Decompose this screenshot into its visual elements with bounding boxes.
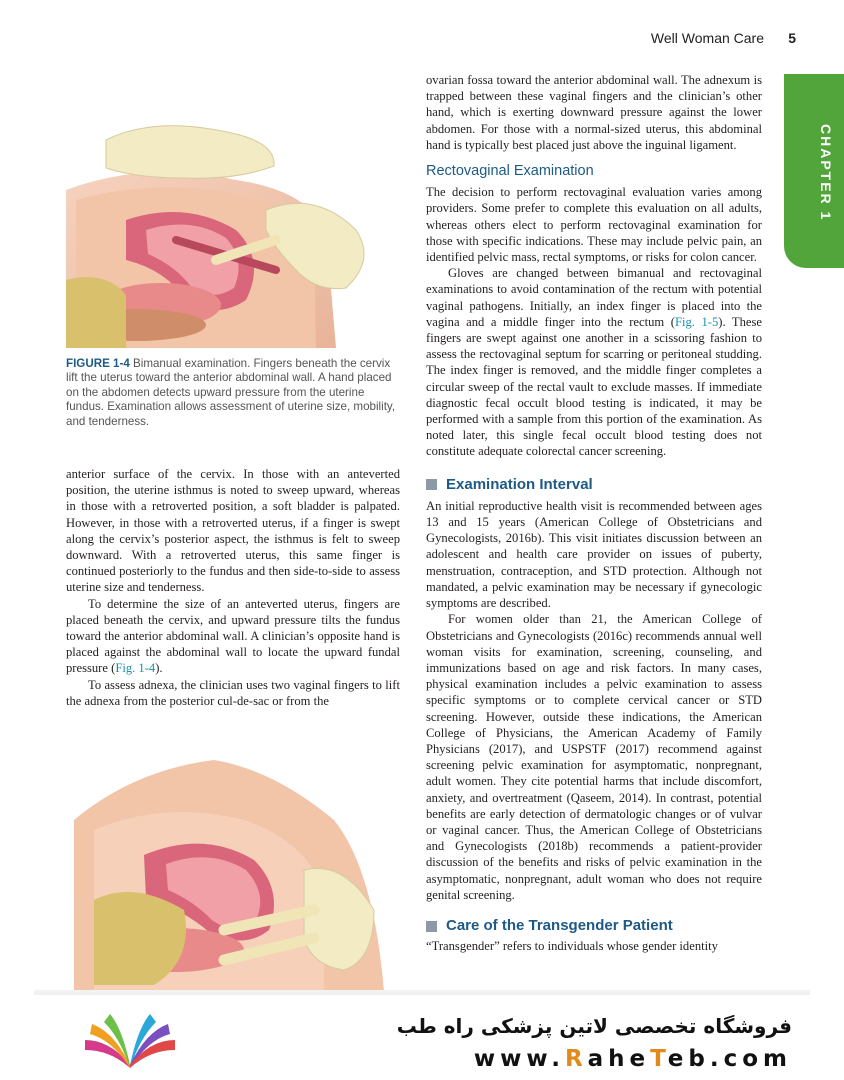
page-number: 5 — [788, 30, 796, 46]
section-heading-rectovaginal: Rectovaginal Examination — [426, 163, 594, 180]
figure-label: FIGURE 1-4 — [66, 357, 130, 370]
watermark-persian: فروشگاه تخصصی لاتین پزشکی راه طب — [396, 1014, 792, 1038]
text: ). — [155, 661, 163, 676]
paragraph: ovarian fossa toward the anterior abdominal wall. The adnexum is trapped between these vaginal fingers and the clinician’s other hand, which is exerting downward pressure against the lower abdomen. For those with a normal-sized uterus, this abdominal hand is typically best placed just above the inguinal ligament. — [426, 73, 762, 152]
figure-1-4-illustration — [66, 120, 400, 348]
heading-text: Examination Interval — [446, 475, 593, 493]
chapter-tab-label: CHAPTER 1 — [818, 124, 834, 222]
figure-caption-text: Bimanual examination. Fingers beneath the cervix lift the uterus toward the anterior abdominal wall. A hand placed on the abdomen detects upward pressure from the uterine fundus. Examination allows assessment of uterine size, mobility, and tenderness. — [66, 357, 396, 428]
left-column — [66, 466, 400, 709]
paragraph — [426, 265, 762, 459]
url-part: ahe — [587, 1046, 651, 1072]
figure-1-4-caption — [66, 357, 400, 429]
heading-bullet — [426, 921, 437, 932]
section-heading-transgender — [426, 918, 762, 934]
right-column — [426, 72, 762, 954]
section-heading-examination-interval — [426, 477, 762, 493]
paragraph: To assess adnexa, the clinician uses two vaginal fingers to lift the adnexa from the posterior cul-de-sac or from the — [66, 677, 400, 708]
book-logo-icon — [80, 1010, 180, 1070]
text: Gloves are changed between bimanual and rectovaginal examinations to avoid contamination of the rectum with potential vaginal pathogens. Initially, an index finger is placed into the vagina and a middle finger into the rectum ( — [426, 266, 762, 329]
figure-link[interactable]: Fig. 1-5 — [674, 314, 719, 329]
paragraph: “Transgender” refers to individuals whose gender identity — [426, 939, 718, 954]
paragraph: The decision to perform rectovaginal evaluation varies among providers. Some prefer to complete this evaluation on all adults, whereas others elect to perform rectovaginal examination for those with specific indications. These may include pelvic pain, an identified pelvic mass, rectal symptoms, or risks for colon cancer. — [426, 185, 762, 265]
paragraph: For women older than 21, the American College of Obstetricians and Gynecologists (2016c) recommends annual well woman visits for examination, screening, counseling, and immunizations based on age and risk factors. In many cases, physical examination includes a pelvic examination to assess specific symptoms or to complete cervical cancer or STD screening. However, outside these indications, the American College of Physicians, the American Academy of Family Physicians (2017), and USPSTF (2017) recommend against screening pelvic examination for asymptomatic, nonpregnant, adult women. They cite potential harms that include discomfort, anxiety, and overtreatment (Qaseem, 2014). In contrast, potential benefits are early detection of dermatologic changes or of vulvar or vaginal cancer. Thus, the American College of Obstetricians and Gynecologists (2018b) recommends a patient-provider discussion of the benefits and risks of pelvic examination in the asymptomatic, nonpregnant, adult woman who does not require genital screening. — [426, 612, 762, 902]
heading-text: Care of the Transgender Patient — [446, 916, 673, 934]
running-header: Well Woman Care — [650, 30, 764, 46]
url-part: T — [650, 1046, 668, 1072]
text: To determine the size of an anteverted uterus, fingers are placed beneath the cervix, and upward pressure tilts the fundus toward the anterior abdominal wall. A clinician’s opposite hand is placed against the abdominal wall to locate the upward fundal pressure ( — [66, 596, 400, 676]
paragraph: anterior surface of the cervix. In those with an anteverted position, the uterine isthmus is noted to sweep upward, whereas in those with a retroverted position, a soft bladder is palpated. However, in those with a retroverted uterus, if a finger is swept along the cervix’s posterior aspect, the isthmus is felt to sweep downward. With a retroverted uterus, this same finger is continued posteriorly to the fundus and then side-to-side to assess uterine size and tenderness. — [66, 467, 400, 595]
paragraph: An initial reproductive health visit is recommended between ages 13 and 15 years (American College of Obstetricians and Gynecologists, 2016b). This visit initiates discussion between an adolescent and health care provider on issues of puberty, menstruation, contraception, and STD protection. Although not mandated, a pelvic examination may be necessary if gynecologic symptoms are described. — [426, 498, 762, 611]
figure-1-5-illustration — [74, 760, 394, 992]
url-part: www. — [473, 1046, 565, 1072]
url-part: R — [564, 1046, 588, 1072]
chapter-tab — [784, 74, 844, 268]
watermark-url — [474, 1046, 792, 1072]
heading-bullet — [426, 479, 437, 490]
text: ). These fingers are swept against one another in a scissoring fashion to assess the rectovaginal septum for scarring or peritoneal studding. The index finger is removed, and the middle finger completes a circular sweep of the rectal vault to exclude masses. If immediate diagnostic fecal occult blood testing is indicated, it may be performed with a sample from this portion of the examination. As noted later, this single fecal occult blood testing does not constitute adequate colorectal cancer screening. — [426, 314, 762, 459]
paragraph — [66, 596, 400, 677]
figure-link[interactable]: Fig. 1-4 — [115, 661, 156, 676]
url-part: eb.com — [667, 1046, 792, 1072]
